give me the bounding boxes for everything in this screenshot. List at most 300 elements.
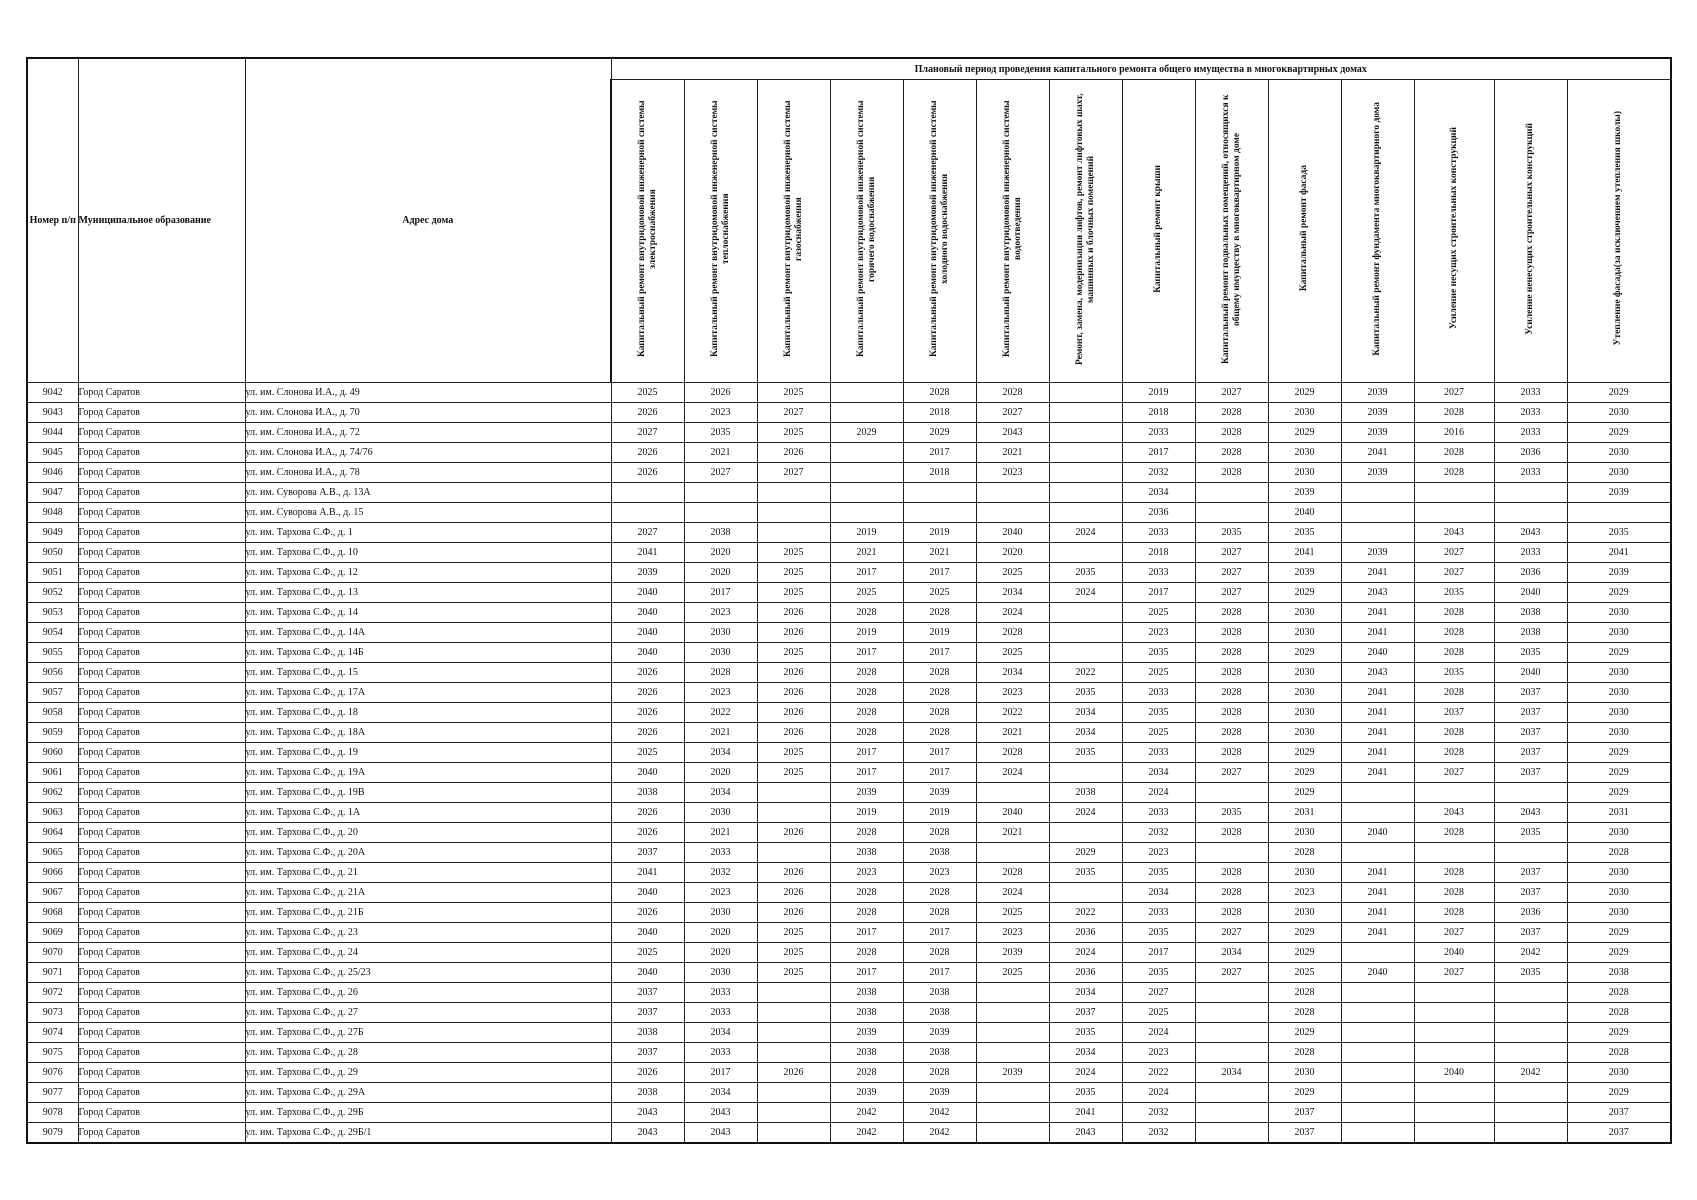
row-year-cell (1049, 543, 1122, 563)
row-year-cell: 2024 (1122, 783, 1195, 803)
row-address: ул. им. Тархова С.Ф., д. 19А (245, 763, 611, 783)
row-year-cell: 2028 (1567, 983, 1671, 1003)
row-year-cell: 2022 (1049, 663, 1122, 683)
row-municipality: Город Саратов (78, 683, 245, 703)
row-number: 9053 (27, 603, 78, 623)
table-row (27, 923, 1671, 943)
row-municipality: Город Саратов (78, 463, 245, 483)
row-address: ул. им. Слонова И.А., д. 74/76 (245, 443, 611, 463)
row-year-cell: 2017 (830, 763, 903, 783)
row-year-cell: 2028 (1195, 403, 1268, 423)
row-year-cell (757, 783, 830, 803)
header-work-type (976, 80, 1049, 383)
row-municipality: Город Саратов (78, 583, 245, 603)
row-year-cell: 2035 (684, 423, 757, 443)
row-number: 9048 (27, 503, 78, 523)
row-year-cell: 2029 (1268, 783, 1341, 803)
row-year-cell: 2020 (684, 763, 757, 783)
row-year-cell: 2033 (1122, 903, 1195, 923)
table-row (27, 583, 1671, 603)
row-year-cell (1195, 983, 1268, 1003)
row-municipality: Город Саратов (78, 1063, 245, 1083)
row-year-cell: 2028 (976, 383, 1049, 403)
table-row (27, 1063, 1671, 1083)
row-year-cell: 2040 (1414, 1063, 1494, 1083)
row-year-cell (1494, 503, 1567, 523)
row-year-cell: 2028 (903, 663, 976, 683)
row-address: ул. им. Суворова А.В., д. 15 (245, 503, 611, 523)
row-year-cell: 2040 (611, 763, 684, 783)
row-municipality: Город Саратов (78, 1083, 245, 1103)
row-year-cell: 2025 (976, 643, 1049, 663)
row-year-cell (1049, 823, 1122, 843)
row-year-cell (757, 1003, 830, 1023)
row-year-cell: 2030 (1567, 903, 1671, 923)
row-year-cell: 2040 (611, 963, 684, 983)
row-year-cell (1341, 503, 1414, 523)
row-year-cell: 2035 (1122, 863, 1195, 883)
table-row (27, 563, 1671, 583)
row-year-cell: 2017 (903, 643, 976, 663)
row-number: 9047 (27, 483, 78, 503)
row-year-cell: 2019 (1122, 383, 1195, 403)
table-row (27, 603, 1671, 623)
row-year-cell (1494, 1123, 1567, 1144)
row-year-cell: 2034 (684, 1023, 757, 1043)
row-year-cell (1414, 843, 1494, 863)
row-year-cell: 2029 (1268, 923, 1341, 943)
row-year-cell: 2041 (1341, 743, 1414, 763)
row-year-cell: 2034 (1049, 1043, 1122, 1063)
row-year-cell: 2029 (903, 423, 976, 443)
row-year-cell: 2029 (1049, 843, 1122, 863)
row-number: 9063 (27, 803, 78, 823)
row-year-cell: 2035 (1195, 523, 1268, 543)
table-row (27, 943, 1671, 963)
row-year-cell: 2028 (903, 1063, 976, 1083)
row-year-cell: 2035 (1122, 923, 1195, 943)
row-year-cell: 2043 (684, 1103, 757, 1123)
row-year-cell: 2035 (1494, 963, 1567, 983)
row-year-cell: 2033 (684, 1003, 757, 1023)
row-address: ул. им. Тархова С.Ф., д. 17А (245, 683, 611, 703)
row-year-cell: 2028 (1195, 423, 1268, 443)
header-work-type (903, 80, 976, 383)
row-year-cell (976, 1123, 1049, 1144)
row-number: 9073 (27, 1003, 78, 1023)
header-work-type (611, 80, 684, 383)
row-year-cell: 2034 (1195, 943, 1268, 963)
row-municipality: Город Саратов (78, 643, 245, 663)
row-municipality: Город Саратов (78, 823, 245, 843)
table-row (27, 543, 1671, 563)
row-year-cell: 2026 (757, 663, 830, 683)
row-year-cell: 2028 (903, 823, 976, 843)
row-year-cell: 2028 (1268, 843, 1341, 863)
row-year-cell: 2028 (1414, 643, 1494, 663)
row-year-cell: 2038 (830, 1043, 903, 1063)
row-year-cell: 2036 (1494, 443, 1567, 463)
row-year-cell: 2030 (1567, 883, 1671, 903)
row-municipality: Город Саратов (78, 963, 245, 983)
row-year-cell: 2021 (684, 443, 757, 463)
row-year-cell: 2017 (830, 743, 903, 763)
row-year-cell (684, 503, 757, 523)
row-year-cell: 2028 (1414, 683, 1494, 703)
row-year-cell: 2023 (976, 923, 1049, 943)
row-year-cell: 2024 (1049, 583, 1122, 603)
row-year-cell: 2035 (1122, 703, 1195, 723)
row-year-cell: 2043 (1049, 1123, 1122, 1144)
row-year-cell: 2041 (1567, 543, 1671, 563)
row-year-cell: 2039 (1341, 543, 1414, 563)
row-year-cell: 2037 (1268, 1123, 1341, 1144)
row-year-cell: 2041 (1341, 883, 1414, 903)
row-municipality: Город Саратов (78, 1123, 245, 1144)
row-year-cell: 2027 (1195, 383, 1268, 403)
row-year-cell: 2043 (684, 1123, 757, 1144)
row-year-cell: 2035 (1049, 743, 1122, 763)
row-year-cell: 2042 (1494, 943, 1567, 963)
row-year-cell: 2028 (1195, 883, 1268, 903)
row-number: 9067 (27, 883, 78, 903)
row-year-cell: 2025 (976, 563, 1049, 583)
row-year-cell: 2017 (1122, 943, 1195, 963)
row-year-cell: 2033 (1494, 463, 1567, 483)
row-year-cell (1341, 1083, 1414, 1103)
row-year-cell: 2024 (1049, 943, 1122, 963)
row-year-cell: 2027 (1195, 923, 1268, 943)
row-year-cell: 2042 (903, 1123, 976, 1144)
row-year-cell: 2023 (1122, 623, 1195, 643)
row-year-cell: 2038 (1494, 623, 1567, 643)
row-year-cell: 2025 (903, 583, 976, 603)
table-row (27, 623, 1671, 643)
row-year-cell: 2029 (830, 423, 903, 443)
row-number: 9049 (27, 523, 78, 543)
row-municipality: Город Саратов (78, 543, 245, 563)
row-year-cell (1414, 1103, 1494, 1123)
row-year-cell: 2030 (1268, 823, 1341, 843)
row-year-cell: 2028 (830, 703, 903, 723)
row-year-cell (1567, 503, 1671, 523)
row-year-cell: 2034 (1049, 983, 1122, 1003)
row-year-cell (1341, 1103, 1414, 1123)
row-year-cell (1494, 1103, 1567, 1123)
header-work-type (1122, 80, 1195, 383)
row-year-cell: 2028 (1414, 623, 1494, 643)
row-year-cell: 2028 (1414, 603, 1494, 623)
row-year-cell: 2020 (684, 543, 757, 563)
row-year-cell (1414, 983, 1494, 1003)
row-number: 9057 (27, 683, 78, 703)
row-year-cell: 2028 (830, 683, 903, 703)
row-municipality: Город Саратов (78, 1023, 245, 1043)
row-year-cell: 2033 (1122, 683, 1195, 703)
row-year-cell: 2030 (1268, 903, 1341, 923)
row-address: ул. им. Тархова С.Ф., д. 1А (245, 803, 611, 823)
table-row (27, 1003, 1671, 1023)
row-year-cell: 2030 (1567, 683, 1671, 703)
row-year-cell: 2037 (1494, 723, 1567, 743)
row-year-cell: 2017 (830, 643, 903, 663)
row-year-cell: 2023 (976, 683, 1049, 703)
row-year-cell: 2030 (684, 903, 757, 923)
row-year-cell: 2029 (1268, 643, 1341, 663)
row-year-cell: 2034 (976, 663, 1049, 683)
row-year-cell: 2021 (830, 543, 903, 563)
row-year-cell: 2033 (1122, 423, 1195, 443)
table-row (27, 963, 1671, 983)
row-year-cell: 2017 (830, 963, 903, 983)
row-year-cell: 2025 (757, 943, 830, 963)
row-year-cell: 2021 (684, 723, 757, 743)
row-year-cell: 2037 (1049, 1003, 1122, 1023)
row-year-cell (830, 503, 903, 523)
header-work-type-label: Капитальный ремонт фундамента многоквартирного дома (1372, 101, 1383, 356)
row-address: ул. им. Слонова И.А., д. 49 (245, 383, 611, 403)
row-address: ул. им. Тархова С.Ф., д. 21А (245, 883, 611, 903)
row-year-cell: 2027 (1414, 763, 1494, 783)
table-row (27, 423, 1671, 443)
row-number: 9070 (27, 943, 78, 963)
row-year-cell: 2040 (1268, 503, 1341, 523)
row-municipality: Город Саратов (78, 523, 245, 543)
row-year-cell: 2038 (830, 843, 903, 863)
row-municipality: Город Саратов (78, 423, 245, 443)
row-municipality: Город Саратов (78, 443, 245, 463)
row-year-cell: 2025 (1122, 603, 1195, 623)
row-year-cell: 2036 (1049, 923, 1122, 943)
row-year-cell: 2039 (1341, 383, 1414, 403)
header-work-type-label: Утепление фасада(за исключением утепления школы) (1613, 111, 1624, 346)
row-year-cell (1494, 1043, 1567, 1063)
row-year-cell: 2028 (830, 723, 903, 743)
row-year-cell: 2021 (976, 443, 1049, 463)
row-year-cell: 2037 (1494, 923, 1567, 943)
row-year-cell (1195, 503, 1268, 523)
row-year-cell (976, 843, 1049, 863)
row-year-cell: 2040 (1494, 663, 1567, 683)
row-year-cell (1049, 423, 1122, 443)
row-year-cell: 2032 (1122, 1123, 1195, 1144)
header-work-type-label: Капитальный ремонт крыши (1153, 164, 1164, 293)
row-year-cell (976, 483, 1049, 503)
row-year-cell: 2040 (611, 583, 684, 603)
row-number: 9061 (27, 763, 78, 783)
row-year-cell: 2028 (830, 663, 903, 683)
row-address: ул. им. Тархова С.Ф., д. 13 (245, 583, 611, 603)
row-year-cell: 2036 (1494, 563, 1567, 583)
row-year-cell: 2020 (976, 543, 1049, 563)
row-year-cell: 2030 (1567, 623, 1671, 643)
row-year-cell: 2018 (1122, 403, 1195, 423)
row-year-cell: 2038 (903, 1003, 976, 1023)
header-work-type (1494, 80, 1567, 383)
row-year-cell (1049, 503, 1122, 523)
row-year-cell: 2040 (1414, 943, 1494, 963)
row-year-cell: 2038 (903, 1043, 976, 1063)
table-row (27, 1083, 1671, 1103)
table-row (27, 843, 1671, 863)
row-year-cell (1195, 1023, 1268, 1043)
row-year-cell: 2028 (1195, 463, 1268, 483)
row-year-cell (1494, 483, 1567, 503)
row-year-cell: 2041 (1341, 903, 1414, 923)
row-year-cell: 2024 (976, 763, 1049, 783)
row-year-cell (611, 483, 684, 503)
row-year-cell: 2038 (611, 1023, 684, 1043)
row-year-cell: 2024 (1049, 523, 1122, 543)
row-municipality: Город Саратов (78, 883, 245, 903)
table-row (27, 1123, 1671, 1144)
row-year-cell: 2028 (1195, 443, 1268, 463)
row-year-cell: 2040 (1341, 823, 1414, 843)
row-year-cell: 2029 (1567, 1083, 1671, 1103)
row-year-cell: 2031 (1567, 803, 1671, 823)
row-year-cell (684, 483, 757, 503)
row-year-cell: 2036 (1049, 963, 1122, 983)
row-year-cell: 2017 (830, 563, 903, 583)
row-municipality: Город Саратов (78, 383, 245, 403)
row-year-cell: 2028 (1414, 463, 1494, 483)
row-year-cell: 2030 (1567, 603, 1671, 623)
row-year-cell: 2028 (830, 943, 903, 963)
row-year-cell: 2027 (1414, 963, 1494, 983)
row-year-cell: 2026 (757, 443, 830, 463)
row-year-cell: 2020 (684, 943, 757, 963)
row-year-cell: 2019 (903, 523, 976, 543)
header-work-type-label: Усиление несущих строительных конструкций (1448, 127, 1459, 330)
row-year-cell (1195, 1083, 1268, 1103)
row-year-cell: 2029 (1567, 383, 1671, 403)
row-year-cell: 2028 (1195, 663, 1268, 683)
row-year-cell: 2025 (1122, 663, 1195, 683)
row-year-cell: 2021 (976, 723, 1049, 743)
row-address: ул. им. Тархова С.Ф., д. 28 (245, 1043, 611, 1063)
row-year-cell (976, 1003, 1049, 1023)
row-year-cell: 2026 (757, 903, 830, 923)
row-municipality: Город Саратов (78, 943, 245, 963)
row-year-cell (1195, 783, 1268, 803)
header-group-title: Плановый период проведения капитального ремонта общего имущества в многоквартирных домах (611, 58, 1671, 80)
row-number: 9077 (27, 1083, 78, 1103)
row-year-cell (830, 483, 903, 503)
header-work-type (1195, 80, 1268, 383)
row-year-cell: 2026 (757, 623, 830, 643)
row-year-cell: 2027 (684, 463, 757, 483)
row-year-cell: 2020 (684, 923, 757, 943)
row-year-cell: 2027 (611, 423, 684, 443)
table-row (27, 483, 1671, 503)
row-year-cell: 2028 (1195, 643, 1268, 663)
row-year-cell: 2039 (830, 783, 903, 803)
row-year-cell: 2036 (1122, 503, 1195, 523)
row-year-cell: 2030 (1567, 723, 1671, 743)
row-year-cell: 2030 (1567, 463, 1671, 483)
row-year-cell: 2030 (1268, 603, 1341, 623)
row-year-cell: 2030 (1268, 863, 1341, 883)
row-year-cell: 2023 (684, 683, 757, 703)
row-year-cell: 2028 (976, 863, 1049, 883)
table-row (27, 763, 1671, 783)
row-number: 9060 (27, 743, 78, 763)
row-year-cell: 2028 (903, 683, 976, 703)
row-year-cell: 2028 (1195, 683, 1268, 703)
row-year-cell: 2028 (1195, 623, 1268, 643)
header-work-type-label: Капитальный ремонт внутридомовой инженерной системы теплоснабжения (709, 100, 731, 357)
row-address: ул. им. Тархова С.Ф., д. 29Б (245, 1103, 611, 1123)
repair-schedule-table (26, 57, 1672, 1144)
row-year-cell: 2043 (1341, 583, 1414, 603)
row-year-cell (830, 403, 903, 423)
row-year-cell: 2028 (1414, 903, 1494, 923)
row-year-cell: 2036 (1494, 903, 1567, 923)
row-year-cell: 2028 (1195, 903, 1268, 923)
row-year-cell: 2026 (611, 683, 684, 703)
row-year-cell: 2028 (1414, 863, 1494, 883)
row-year-cell: 2033 (1494, 543, 1567, 563)
row-year-cell (1049, 603, 1122, 623)
row-year-cell: 2038 (830, 983, 903, 1003)
row-year-cell (1341, 1063, 1414, 1083)
row-address: ул. им. Тархова С.Ф., д. 21Б (245, 903, 611, 923)
row-year-cell: 2035 (1268, 523, 1341, 543)
row-year-cell: 2025 (757, 963, 830, 983)
row-year-cell: 2030 (1268, 663, 1341, 683)
row-year-cell: 2025 (757, 543, 830, 563)
row-year-cell: 2029 (1567, 1023, 1671, 1043)
row-year-cell: 2028 (903, 723, 976, 743)
row-year-cell: 2023 (684, 883, 757, 903)
row-year-cell: 2034 (1122, 763, 1195, 783)
row-year-cell (1341, 1043, 1414, 1063)
row-address: ул. им. Слонова И.А., д. 72 (245, 423, 611, 443)
row-address: ул. им. Тархова С.Ф., д. 24 (245, 943, 611, 963)
row-year-cell: 2041 (1341, 723, 1414, 743)
row-year-cell: 2017 (903, 923, 976, 943)
row-year-cell: 2028 (1268, 1043, 1341, 1063)
row-address: ул. им. Тархова С.Ф., д. 20А (245, 843, 611, 863)
row-year-cell: 2035 (1122, 643, 1195, 663)
row-year-cell: 2038 (830, 1003, 903, 1023)
header-work-type (1268, 80, 1341, 383)
row-year-cell: 2040 (611, 623, 684, 643)
table-row (27, 803, 1671, 823)
row-year-cell: 2017 (1122, 583, 1195, 603)
row-year-cell: 2022 (1049, 903, 1122, 923)
row-year-cell: 2041 (611, 863, 684, 883)
row-year-cell: 2037 (611, 843, 684, 863)
row-number: 9055 (27, 643, 78, 663)
header-work-type-label: Ремонт, замена, модернизация лифтов, ремонт лифтовых шахт, машинных и блочных помещений (1074, 92, 1096, 365)
row-year-cell: 2030 (1268, 463, 1341, 483)
row-year-cell: 2030 (1268, 1063, 1341, 1083)
row-year-cell: 2024 (976, 883, 1049, 903)
row-year-cell: 2028 (903, 603, 976, 623)
row-number: 9051 (27, 563, 78, 583)
row-year-cell: 2041 (1049, 1103, 1122, 1123)
row-year-cell: 2027 (976, 403, 1049, 423)
header-work-type (684, 80, 757, 383)
row-year-cell (976, 983, 1049, 1003)
row-year-cell (1341, 1023, 1414, 1043)
row-year-cell (1341, 783, 1414, 803)
row-municipality: Город Саратов (78, 1103, 245, 1123)
row-year-cell: 2028 (1268, 1003, 1341, 1023)
row-year-cell: 2026 (757, 823, 830, 843)
row-year-cell (1049, 463, 1122, 483)
